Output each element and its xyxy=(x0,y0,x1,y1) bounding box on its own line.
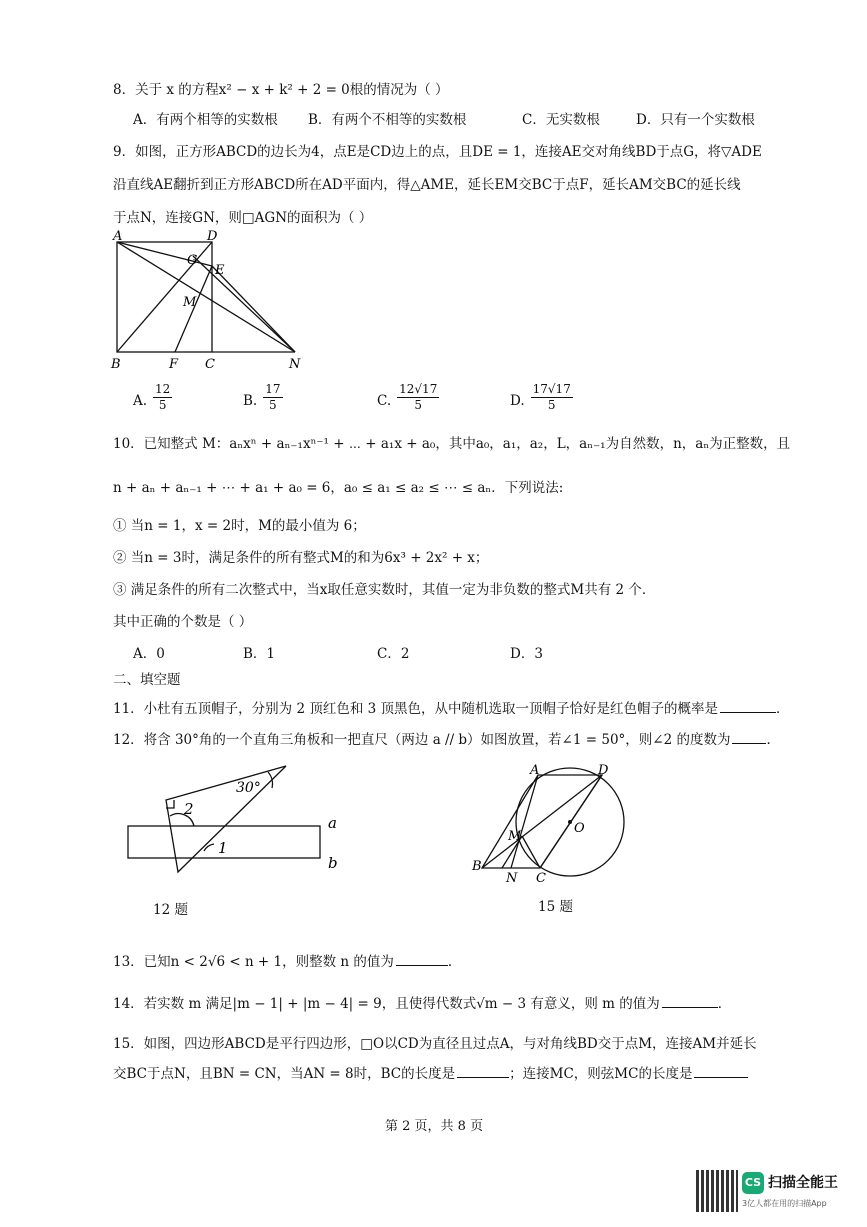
fig15-label-c: C xyxy=(536,871,546,886)
q10-choice-a: A．0 xyxy=(133,646,165,662)
segment-an xyxy=(117,242,295,352)
fig15-label-a: A xyxy=(530,763,540,778)
segment-an xyxy=(511,775,538,868)
q15-figure xyxy=(468,760,638,890)
q10-statement-3: ③ 满足条件的所有二次整式中，当x取任意实数时，其值一定为非负数的整式M共有 2 个． xyxy=(113,582,656,598)
fig15-label-d: D xyxy=(598,763,609,778)
q10-choice-d: D．3 xyxy=(510,646,543,662)
segment-ae xyxy=(117,242,212,266)
q15-part2: ；连接MC，则弦MC的长度是 xyxy=(509,1066,693,1082)
q10-choice-b: B．1 xyxy=(243,646,276,662)
q12-answer-blank[interactable] xyxy=(732,729,766,744)
fig12-angle30: 30° xyxy=(236,780,261,796)
q11-stem: 11．小杜有五顶帽子，分别为 2 顶红色和 3 顶黑色，从中随机选取一顶帽子恰好是红色帽子的概率是 xyxy=(113,701,719,717)
q15-part1: 交BC于点N，且BN = CN，当AN = 8时，BC的长度是 xyxy=(113,1066,456,1082)
fig9-label-a: A xyxy=(113,230,123,244)
q14-stem: 14．若实数 m 满足|m − 1| + |m − 4| = 9，且使得代数式√m − 3 有意义，则 m 的值为 xyxy=(113,996,660,1012)
q10-line1: 10．已知整式 M：aₙxⁿ + aₙ₋₁xⁿ⁻¹ + ⋯ + a₁x + a₀，其中a₀，a₁，a₂，L，aₙ₋₁为自然数，n，aₙ为正整数，且 xyxy=(113,436,791,452)
fig9-label-c: C xyxy=(205,357,215,372)
q9-choice-a xyxy=(133,382,172,413)
camscanner-logo-icon: CS xyxy=(742,1172,764,1194)
fig9-label-g: G xyxy=(187,253,198,268)
q9-choice-c xyxy=(377,382,439,413)
q13-answer-blank[interactable] xyxy=(396,951,448,966)
fig9-label-f: F xyxy=(169,357,179,372)
fig12-angle2: 2 xyxy=(184,800,194,818)
fig9-label-b: B xyxy=(111,357,121,372)
q9-choice-a-num: 12 xyxy=(155,382,171,396)
q14-answer-blank[interactable] xyxy=(662,993,718,1008)
q10-line2: n + aₙ + aₙ₋₁ + ⋯ + a₁ + a₀ = 6，a₀ ≤ a₁ ≤ a₂ ≤ ⋯ ≤ aₙ．下列说法: xyxy=(113,480,564,496)
center-o-dot xyxy=(568,820,572,824)
q9-choice-d-num: 17√17 xyxy=(532,382,571,396)
diagonal-bd xyxy=(117,242,212,352)
q9-choice-c-den: 5 xyxy=(414,398,423,412)
q9-choice-d-den: 5 xyxy=(547,398,556,412)
q10-ask: 其中正确的个数是（ ） xyxy=(113,614,253,630)
fig12-line-b: b xyxy=(328,854,338,872)
q10-choice-c: C．2 xyxy=(377,646,410,662)
q9-choice-b-num: 17 xyxy=(265,382,281,396)
q8-stem: 8．关于 x 的方程x² − x + k² + 2 = 0根的情况为（ ） xyxy=(113,82,449,98)
fig9-label-n: N xyxy=(289,357,301,372)
q12-stem: 12．将含 30°角的一个直角三角板和一把直尺（两边 a // b）如图放置，若∠1 = 50°，则∠2 的度数为 xyxy=(113,732,731,748)
q9-choice-b xyxy=(243,382,283,413)
fig15-label-m: M xyxy=(508,829,522,844)
fig9-label-e: E xyxy=(215,263,225,278)
q8-choice-b: B．有两个不相等的实数根 xyxy=(308,112,467,128)
q9-line2: 沿直线AE翻折到正方形ABCD所在AD平面内，得△AME，延长EM交BC于点F，延长AM交BC的延长线 xyxy=(113,177,741,193)
q9-line1: 9．如图，正方形ABCD的边长为4，点E是CD边上的点，且DE = 1，连接AE交对角线BD于点G，将▽ADE xyxy=(113,144,762,160)
brand-title: 扫描全能王 xyxy=(768,1175,838,1191)
q14-text: 14．若实数 m 满足|m − 1| + |m − 4| = 9，且使得代数式√m − 3 有意义，则 m 的值为 ． xyxy=(113,992,731,1012)
q8-choice-a: A．有两个相等的实数根 xyxy=(133,112,278,128)
q15-bc-answer-blank[interactable] xyxy=(457,1063,509,1078)
brand-subtitle: 3亿人都在用的扫描App xyxy=(742,1199,827,1208)
q9-choice-c-num: 12√17 xyxy=(399,382,438,396)
q11-text: 11．小杜有五顶帽子，分别为 2 顶红色和 3 顶黑色，从中随机选取一顶帽子恰好是红色帽子的概率是 ． xyxy=(113,697,790,717)
fig15-label-b: B xyxy=(472,859,482,874)
fig15-label-o: O xyxy=(574,821,585,836)
segment-gn xyxy=(193,256,295,352)
q9-choice-d-letter: D. xyxy=(510,392,525,409)
qr-code-image xyxy=(696,1170,738,1212)
q9-figure xyxy=(105,230,315,375)
q12-figure xyxy=(118,760,358,890)
fig15-label-n: N xyxy=(506,871,518,886)
fig15-caption: 15 题 xyxy=(538,899,573,915)
q15-mc-answer-blank[interactable] xyxy=(694,1063,748,1078)
q9-choice-b-letter: B. xyxy=(243,392,258,409)
q15-line2 xyxy=(113,1062,748,1082)
q9-choice-b-den: 5 xyxy=(269,398,277,412)
fig12-angle1: 1 xyxy=(218,839,228,857)
q15-line1: 15．如图，四边形ABCD是平行四边形，□O以CD为直径且过点A，与对角线BD交于点M，连接AM并延长 xyxy=(113,1036,757,1052)
q8-choice-c: C．无实数根 xyxy=(522,112,600,128)
q9-choice-d xyxy=(510,382,573,413)
fig12-line-a: a xyxy=(328,814,337,832)
q9-choice-a-letter: A. xyxy=(133,392,148,409)
q10-statement-1: ① 当n = 1，x = 2时，M的最小值为 6； xyxy=(113,518,366,534)
q8-choice-d: D．只有一个实数根 xyxy=(636,112,755,128)
q9-line3: 于点N，连接GN，则□AGN的面积为（ ） xyxy=(113,210,373,226)
angle30-arc xyxy=(268,772,272,788)
q9-choice-c-letter: C. xyxy=(377,392,392,409)
fig9-label-m: M xyxy=(183,295,197,310)
page-footer: 第 2 页，共 8 页 xyxy=(385,1119,484,1134)
fig9-label-d: D xyxy=(207,230,218,244)
q10-statement-2: ② 当n = 3时，满足条件的所有整式M的和为6x³ + 2x² + x； xyxy=(113,550,489,566)
q9-choice-a-den: 5 xyxy=(158,398,167,412)
section-title-fill-blank: 二、填空题 xyxy=(113,672,181,688)
q13-text: 13．已知n < 2√6 < n + 1，则整数 n 的值为 ． xyxy=(113,950,461,970)
q11-answer-blank[interactable] xyxy=(720,698,776,713)
q12-text: 12．将含 30°角的一个直角三角板和一把直尺（两边 a // b）如图放置，若∠1 = 50°，则∠2 的度数为 ． xyxy=(113,728,780,748)
fig12-caption: 12 题 xyxy=(153,902,188,918)
q13-stem: 13．已知n < 2√6 < n + 1，则整数 n 的值为 xyxy=(113,954,394,970)
